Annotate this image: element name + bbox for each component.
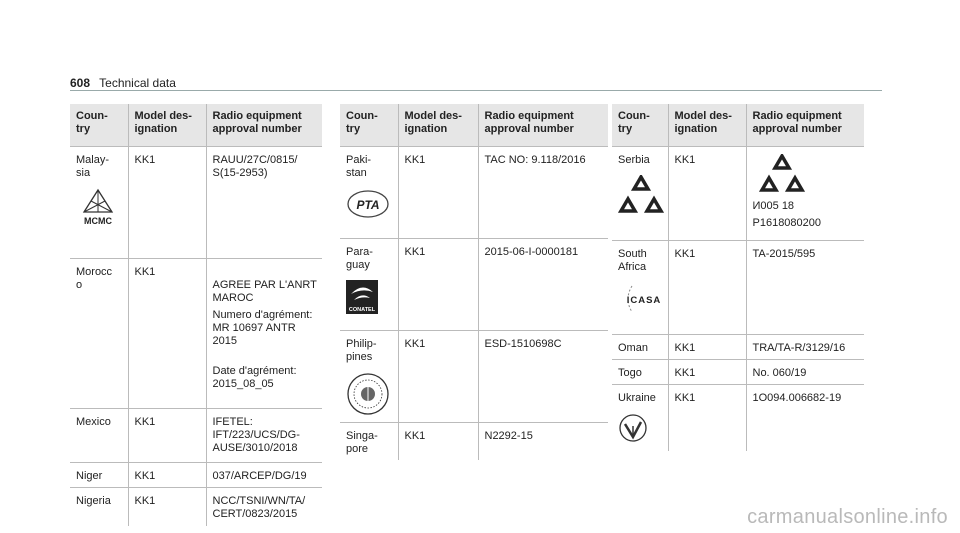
page-number: 608 [70, 76, 91, 90]
section-title: Technical data [99, 76, 176, 90]
table-row [612, 147, 864, 241]
table-row [340, 147, 608, 239]
mcmc-logo-text: MCMC [84, 216, 112, 226]
conatel-logo-text: CONATEL [348, 307, 376, 313]
ntc-seal-logo [346, 372, 390, 416]
country-cell: Singa- pore [340, 423, 398, 461]
approval-cell: И005 18 [752, 200, 795, 212]
table-row [612, 241, 864, 335]
column-header-model: Model des- ignation [128, 104, 206, 147]
table-row [340, 423, 608, 461]
country-cell: Philip- pines [346, 338, 377, 363]
country-cell: Paki- stan [346, 154, 372, 179]
column-header-approval: Radio equipment approval number [746, 104, 864, 147]
approval-cell: NCC/TSNI/WN/TA/ CERT/0823/2015 [206, 488, 322, 526]
icasa-logo [618, 282, 666, 316]
table-row [612, 360, 864, 385]
table-row [70, 488, 322, 526]
country-cell: South Africa [618, 248, 647, 273]
approval-cell: IFETEL: IFT/223/UCS/DG- AUSE/3010/2018 [206, 409, 322, 463]
approval-cell: N2292-15 [478, 423, 608, 461]
country-cell: Togo [612, 360, 668, 385]
pta-logo-text: PTA [356, 198, 380, 212]
column-header-approval: Radio equipment approval number [478, 104, 608, 147]
model-cell: KK1 [398, 147, 478, 239]
approval-cell: ESD-1510698C [478, 331, 608, 423]
radio-approval-table-3 [612, 104, 864, 451]
ratel-logo [618, 175, 664, 215]
table-header-row [340, 104, 608, 147]
model-cell: KK1 [128, 409, 206, 463]
country-cell: Ukraine [618, 392, 656, 404]
radio-approval-table-1 [70, 104, 322, 526]
approval-cell: TA-2015/595 [746, 241, 864, 335]
country-cell: Morocc o [70, 259, 128, 409]
icasa-logo-text: ICASA [626, 295, 662, 306]
country-cell: Nigeria [70, 488, 128, 526]
approval-cell: TRA/TA-R/3129/16 [746, 335, 864, 360]
ukraine-conformity-logo [618, 413, 648, 443]
page-header [70, 76, 176, 90]
table-row [70, 259, 322, 409]
model-cell: KK1 [668, 385, 746, 451]
model-cell: KK1 [128, 488, 206, 526]
approval-cell: No. 060/19 [746, 360, 864, 385]
country-cell: Para- guay [346, 246, 373, 271]
mcmc-logo [76, 188, 120, 228]
approval-date: Date d'agrément: 2015_08_05 [212, 365, 297, 390]
table-row [70, 147, 322, 259]
approval-cell: AGREE PAR L'ANRT MAROC [212, 279, 317, 304]
conatel-logo [346, 280, 378, 314]
watermark: carmanualsonline.info [747, 506, 948, 528]
column-header-model: Model des- ignation [668, 104, 746, 147]
column-header-model: Model des- ignation [398, 104, 478, 147]
table-header-row [612, 104, 864, 147]
model-cell: KK1 [668, 147, 746, 241]
table-row [612, 385, 864, 451]
table-header-row [70, 104, 322, 147]
table-row [340, 331, 608, 423]
country-cell: Serbia [618, 154, 650, 166]
model-cell: KK1 [398, 423, 478, 461]
country-cell: Malay- sia [76, 154, 110, 179]
model-cell: KK1 [398, 331, 478, 423]
approval-cell: 2015-06-I-0000181 [478, 239, 608, 331]
approval-cell: 037/ARCEP/DG/19 [206, 463, 322, 488]
ratel-logo [759, 154, 805, 194]
approval-cell: 1O094.006682-19 [746, 385, 864, 451]
model-cell: KK1 [668, 335, 746, 360]
table-row [340, 239, 608, 331]
approval-number: Numero d'agrément: MR 10697 ANTR 2015 [212, 309, 313, 347]
country-cell: Oman [612, 335, 668, 360]
pta-logo [346, 188, 390, 220]
approval-cell: TAC NO: 9.118/2016 [478, 147, 608, 239]
radio-approval-table-2 [340, 104, 608, 460]
table-row [612, 335, 864, 360]
table-row [70, 463, 322, 488]
country-cell: Niger [70, 463, 128, 488]
column-header-country: Coun- try [612, 104, 668, 147]
column-header-country: Coun- try [70, 104, 128, 147]
column-header-approval: Radio equipment approval number [206, 104, 322, 147]
model-cell: KK1 [668, 241, 746, 335]
table-row [70, 409, 322, 463]
model-cell: KK1 [128, 463, 206, 488]
approval-number: P1618080200 [752, 217, 822, 229]
approval-cell: RAUU/27C/0815/ S(15-2953) [206, 147, 322, 259]
model-cell: KK1 [128, 259, 206, 409]
country-cell: Mexico [70, 409, 128, 463]
model-cell: KK1 [128, 147, 206, 259]
header-divider [70, 90, 882, 91]
model-cell: KK1 [398, 239, 478, 331]
model-cell: KK1 [668, 360, 746, 385]
column-header-country: Coun- try [340, 104, 398, 147]
